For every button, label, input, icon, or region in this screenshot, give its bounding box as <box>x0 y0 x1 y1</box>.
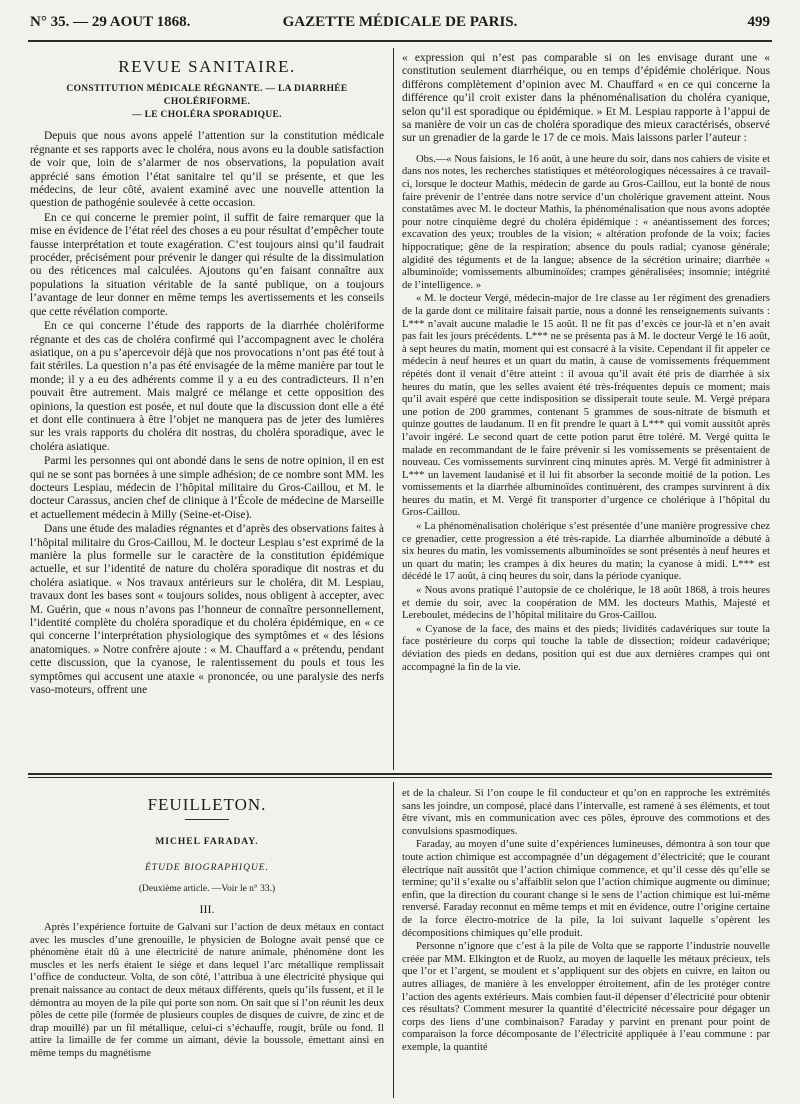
feuilleton-column <box>30 784 384 1096</box>
feuilleton-note: (Deuxième article. —Voir le n° 33.) <box>138 884 276 895</box>
feuilleton-right-column <box>402 788 770 1096</box>
revue-subtitle <box>30 83 384 122</box>
revue-paragraph: Depuis que nous avons appelé l’attention sur la constitution médicale régnante et ses rapports avec le choléra, nous avons eu la double satisfaction de voir que, loin de s’alarmer de nos observations, la population avait apprécié sans émotion l’état sanitaire tel qu’il se présente, et que les médecins, de leur côté, avaient examiné avec une nouvelle attention la question de pathogénie soulevée à cette occasion. <box>30 130 384 210</box>
page-number: 499 <box>747 14 770 30</box>
observation-paragraph: « La phénoménalisation cholérique s’est présentée d’une manière progressive chez ce grenadier, cette progression a été très-rapide. La diarrhée albuminoïde a débuté à six heures du matin, les vomissements albuminoïdes se sont présentés à neuf heures et un quart du matin; les crampes à dix heures du matin; la cyanose à midi. L*** est décédé le 17 août, à cinq heures du soir, dans la période cyanique. <box>402 521 770 583</box>
observation-paragraph: « M. le docteur Vergé, médecin-major de 1re classe au 1er régiment des grenadiers de la garde dont ce militaire faisait partie, nous a donné les renseignements suivants : L*** n’avait aucune maladie le 15 août. Il ne fit pas d’excès ce jour-là et n’en avait pas fait les jours précédents. L*** ne se présenta pas à M. le docteur Vergé le 16 août, à sept heures du matin, moment qui est consacré à la visite. Cependant il fit appeler ce médecin à neuf heures et un quart du matin, à cause de vomissements fréquemment répétés dont il venait d’être atteint : il avoua qu’il avait été pris de diarrhée à six heures du matin, que les selles avaient été très-fréquentes depuis ce moment; mais qu’il avait espéré que cette indisposition se dissiperait toute seule. M. Vergé prépara une potion de 200 grammes, contenant 5 grammes de sous-nitrate de bismuth et quinze gouttes de laudanum. Il en fit prendre le quart à L*** qui vomit aussitôt après l’avoir ingéré. Le second quart de cette potion parut être toléré. M. Vergé quitta le malade en recommandant de le faire prévenir si les vomissements se présentaient de nouveau. Ces vomissements survinrent cinq minutes après. M. Vergé fit administrer à L*** un lavement laudanisé et il lui fit absorber la seconde moitié de la potion. Les vomissements et la diarrhée albuminoïdes continuèrent, des crampes survinrent à dix heures du matin, et M. Vergé fit transporter d’urgence ce cholérique à l’hôpital du Gros-Caillou. <box>402 293 770 519</box>
feuilleton-right-paragraph: Personne n’ignore que c’est à la pile de Volta que se rapporte l’industrie nouvelle créée par MM. Elkington et de Ruolz, au moyen de laquelle les métaux précieux, tels que l’or et l’argent, se moulent et s’appliquent sur des objets en cuivre, en laiton ou autres alliages, de manière à les envelopper étroitement, afin de les protéger contre l’action des agents extérieurs. Mais combien faut-il dépenser d’électricité pour obtenir ces résultats? Comment mesurer la quantité d’électricité nécessaire pour dégager un corps des liens d’une combinaison? Faraday y parvint en prenant pour point de comparaison la force décomposante de l’électricité appliquée à l’eau commune : par exemple, la quantité <box>402 941 770 1053</box>
revue-sanitaire-column <box>30 52 384 768</box>
column-divider <box>393 48 394 770</box>
issue-number: N° 35. — 29 AOUT 1868. <box>30 14 191 30</box>
feuilleton-right-paragraph: et de la chaleur. Si l’on coupe le fil conducteur et qu’on en rapproche les extrémités sans les joindre, un composé, placé dans l’intervalle, est ramené à ses éléments, et tout être vivant, mis en communication avec ces pôles, éprouve des commotions et des convulsions spasmodiques. <box>402 788 770 837</box>
revue-paragraph: En ce qui concerne le premier point, il suffit de faire remarquer que la mise en évidence de l’état réel des choses a eu pour résultat d’empêcher toute fausse interprétation et toute exagération. C’est toujours ainsi qu’il faudrait procéder, précisément pour prévenir le danger qui résulte de la dissimulation ou des réticences mal calculées. Ajoutons qu’en faisant connaître aux populations la situation véritable de la santé publique, on a toujours l’avantage de leur donner en même temps les avertissements et les conseils que cette révélation comporte. <box>30 211 384 318</box>
observation-column <box>402 52 770 768</box>
revue-paragraph: Parmi les personnes qui ont abondé dans le sens de notre opinion, il en est qui ne se sont pas bornées à une simple adhésion; de ce nombre sont MM. les docteurs Lespiau, médecin de l’hôpital militaire du Gros-Caillou, et M. le docteur Carassus, ancien chef de clinique à l’École de médecine de Marseille et actuellement médecin à Milly (Seine-et-Oise). <box>30 455 384 521</box>
revue-title: REVUE SANITAIRE. <box>118 57 296 76</box>
revue-paragraph: En ce qui concerne l’étude des rapports de la diarrhée cholériforme régnante et des cas de choléra confirmé qui l’accompagnent avec le choléra asiatique, on a pu s’apercevoir déjà que nos provocations n’ont pas été tout à fait stériles. La question n’a pas été envisagée de la même manière par tout le monde; il y a eu des adhérents comme il y a eu des contradicteurs. Il n’en pouvait être autrement. Mais malgré ce mélange et cette opposition des opinions, la question est posée, et nul doute que la discussion dont elle a été et dont elle continuera à être l’objet ne manquera pas de jeter des lumières sur les vrais rapports du choléra dit nostras, du choléra sporadique, avec le choléra asiatique. <box>30 320 384 453</box>
right-paragraph: « expression qui n’est pas comparable si on les envisage durant une « constitution seulement diarrhéique, ou en temps d’épidémie cholérique. Nous différons complètement d’opinion avec M. Chauffard « en ce qui concerne la différence qu’il croit exister dans la phénoménalisation du choléra cyanique, selon qu’il est sporadique ou épidémique. » Et M. Lespiau rapporte à l’appui de sa manière de voir un cas de choléra sporadique des mieux caractérisés, observé sur un grenadier de la garde le 17 de ce mois. Mais laissons parler l’auteur : <box>402 52 770 145</box>
page-header <box>30 14 770 36</box>
feuilleton-paragraph: Après l’expérience fortuite de Galvani sur l’action de deux métaux en contact avec les muscles d’une grenouille, le physicien de Bologne avait pensé que ce phénomène était dû à une électricité de nature animale, phénomène dont les muscles et les nerfs étaient le siége et dans lequel l’arc métallique remplissait l’office de conducteur. Volta, de son côté, l’attribua à une électricité physique qui prenait naissance au contact de deux métaux différents, quels qu’ils fussent, et il le démontra au moyen de la pile qui porte son nom. On sait que si l’on réunit les deux pôles de cette pile (formée de plusieurs couples de disques de cuivre, de zinc et de drap mouillé) par un fil métallique, celui-ci s’échauffe, rougit, brûle ou fond. Il attire la limaille de fer comme un aimant, dévie la boussole, émettant ainsi en même temps du magnétisme <box>30 922 384 1059</box>
journal-title: GAZETTE MÉDICALE DE PARIS. <box>282 14 518 30</box>
feuilleton-title: FEUILLETON. <box>147 795 267 814</box>
header-rule <box>28 40 772 42</box>
revue-subtitle-line-2: — LE CHOLÉRA SPORADIQUE. <box>132 110 282 121</box>
revue-paragraph: Dans une étude des maladies régnantes et d’après des observations faites à l’hôpital militaire du Gros-Caillou, M. le docteur Lespiau s’est exprimé de la manière la plus formelle sur le caractère de la constitution épidémique actuelle, et sur l’identité de nature du choléra sporadique dit nostras et du choléra asiatique. « Nos travaux antérieurs sur le choléra, dit M. Lespiau, travaux dont les bases sont « toujours solides, nous obligent à accepter, avec M. Guérin, que « nous n’avons pas l’honneur de connaître personnellement, l’identité complète du choléra sporadique et du choléra épidémique, en « ce qui concerne l’interprétation physiologique des symptômes et « des lésions anatomiques. » Notre confrère ajoute : « M. Chauffard a « prétendu, pendant cette discussion, que la cyanose, le ralentissement du pouls et tous les symptômes qui accusent une ataxie « prononcée, ou une paralysie des nerfs vaso-moteurs, offrent une <box>30 523 384 697</box>
observation-block <box>402 154 770 674</box>
feuilleton-column-divider <box>393 782 394 1098</box>
observation-paragraph: Obs.—« Nous faisions, le 16 août, à une heure du soir, dans nos cahiers de visite et dans nos notes, les recherches statistiques et météorologiques nécessaires à ce travail-ci, lorsque le docteur Mathis, médecin de garde au Gros-Caillou, eut la bonté de nous faire prévenir de l’entrée dans notre service d’un cholérique gravement atteint. Nous constatâmes avec M. le docteur Mathis, la phénoménalisation que nous avons adoptée pour notre cinquième degré du choléra épidémique : « anéantissement des forces; excavation des yeux; troubles de la vision; « altération profonde de la voix; facies hippocratique; gêne de la respiration; absence du pouls radial; cyanose générale; algidité des téguments et de la langue; absence de la sécrétion urinaire; diarrhée « albuminoïde; vomissements albuminoïdes; crampes généralisées; insomnie; intégrité de l’intelligence. » <box>402 153 770 291</box>
feuilleton-divider <box>185 819 229 820</box>
feuilleton-rule-top <box>28 773 772 775</box>
feuilleton-author: MICHEL FARADAY. <box>155 837 259 848</box>
feuilleton-section-number: III. <box>199 901 215 916</box>
observation-paragraph: « Nous avons pratiqué l’autopsie de ce cholérique, le 18 août 1868, à trois heures et demie du soir, avec la coopération de MM. les docteurs Mathis, Majesté et Lereboulet, médecins de l’hôpital militaire du Gros-Caillou. <box>402 585 770 622</box>
feuilleton-rule-bottom <box>28 777 772 778</box>
feuilleton-subtitle: ÉTUDE BIOGRAPHIQUE. <box>144 862 269 873</box>
feuilleton-right-paragraph: Faraday, au moyen d’une suite d’expériences lumineuses, démontra à son tour que toute action chimique est accompagnée d’un dégagement d’électricité; que le courant électrique naît aussitôt que l’action chimique commence, et qu’il cesse dès qu’elle se termine; qu’il s’exalte ou s’affaiblit selon que l’action chimique augmente ou diminue; enfin, que la direction du courant change si le sens de l’action chimique est lui-même renversé. Faraday reconnut en même temps et mit en évidence, outre l’origine certaine de la force électro-motrice de la pile, la loi suivant laquelle s’opèrent les décompositions chimiques qu’elle produit. <box>402 839 770 939</box>
revue-subtitle-line-1: CONSTITUTION MÉDICALE RÉGNANTE. — LA DIARRHÉE CHOLÉRIFORME. <box>66 84 348 108</box>
observation-paragraph: « Cyanose de la face, des mains et des pieds; lividités cadavériques sur toute la face postérieure du corps qui touche la table de dissection; roideur cadavérique; déviation des pieds en dedans, position qui est due aux dernières crampes qui ont accompagné la fin de la vie. <box>402 623 770 673</box>
